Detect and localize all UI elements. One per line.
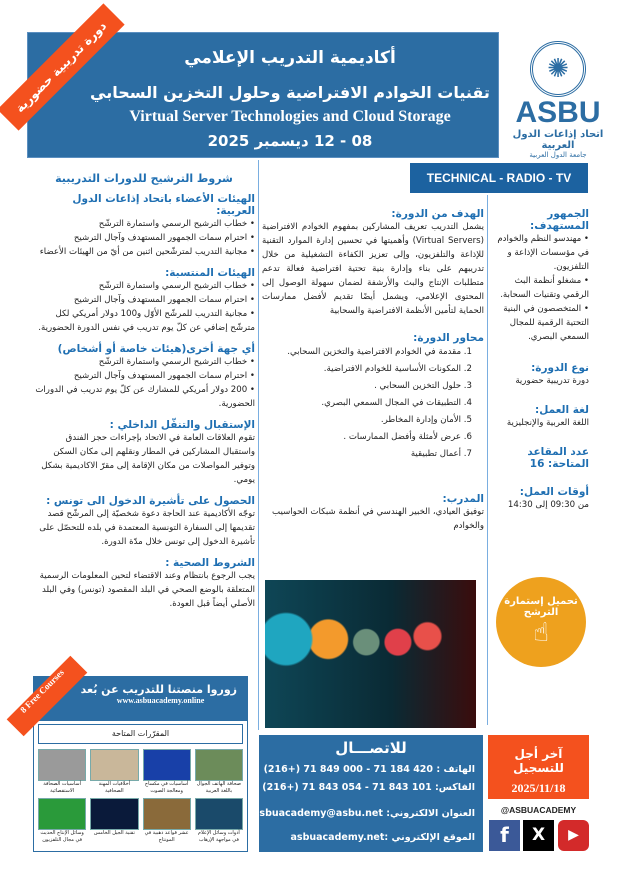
course-card[interactable]: [143, 749, 191, 795]
course-title-ar: تقنيات الخوادم الافتراضية وحلول التخزين السحابي: [90, 83, 490, 102]
affiliates-heading: الهيئات المنتسبة:: [165, 267, 255, 279]
course-card[interactable]: [143, 798, 191, 844]
language-heading: لغة العمل:: [535, 404, 589, 416]
list-item: • احترام سمات الجمهور المستهدف وآجال الترشيح: [33, 293, 255, 307]
course-thumbnail: [38, 798, 86, 830]
course-thumbnail: [90, 798, 138, 830]
health-heading: الشروط الصحية :: [165, 557, 255, 569]
hours-heading: أوقات العمل:: [519, 486, 589, 498]
course-card[interactable]: [195, 749, 243, 795]
list-item: • خطاب الترشيح الرسمي واستمارة الترشّح: [33, 217, 255, 231]
members-heading: الهيئات الأعضاء باتحاد إذاعات الدول العربية:: [72, 193, 255, 217]
conditions-title: شروط الترشيح للدورات التدريبية: [55, 172, 233, 185]
contact-title: للاتصـــال: [335, 739, 407, 757]
course-info-column: [492, 200, 589, 512]
audience-heading: الجمهور المستهدف:: [530, 208, 589, 232]
course-card[interactable]: [90, 798, 138, 844]
trainer-heading: المدرب:: [442, 493, 484, 505]
list-item: • خطاب الترشيح الرسمي واستمارة الترشّح: [33, 355, 255, 369]
download-form-button[interactable]: [496, 577, 586, 667]
list-item: 7. أعمال تطبيقية: [410, 449, 472, 459]
course-caption: عشر قواعد ذهبية في المونتاج: [144, 830, 189, 843]
axes-list: [262, 344, 484, 463]
fax: الفاكس: 101 843 71 - 054 843 71 (+216): [262, 782, 475, 793]
youtube-icon[interactable]: ▶: [558, 820, 589, 851]
x-icon[interactable]: X: [523, 820, 554, 851]
reception-text: تقوم العلاقات العامة في الاتحاد بإجراءات حجز الفندق واستقبال المشاركين في المطار ونقلهم إلى مكان السكن وتوفير المواصلات من مكان الإقامة إلى مقرّ الاكاديمية بشكل يومي.: [41, 433, 255, 485]
course-title-en: Virtual Server Technologies and Cloud Storage: [129, 108, 451, 125]
in-person-ribbon: دورة تدريبية حضورية: [0, 3, 125, 130]
download-form-label: تحميل إستمارة الترشح: [504, 596, 578, 618]
list-item: • مجانية التدريب لمترشّحين اثنين من أيّ من الهيئات الأعضاء: [33, 245, 255, 259]
list-item: 3. حلول التخزين السحابي .: [374, 381, 472, 391]
list-item: • احترام سمات الجمهور المستهدف وآجال الترشيح: [33, 369, 255, 383]
course-caption: أساسيات الصحافة الاستقصائية: [43, 781, 81, 794]
social-handle: @ASBUACADEMY: [500, 805, 577, 815]
platform-url[interactable]: www.asbuacademy.online: [116, 696, 205, 705]
members-list: [33, 217, 255, 259]
list-item: • المتخصصون في البنية التحتية الرقمية للمجال السمعي البصري.: [492, 302, 589, 344]
visa-text: توجّه الأكاديمية عند الحاجة دعوة شخصيّة إلى المرشّح قصد تقديمها إلى السفارة التونسية المعتمدة في بلده للتحصّل على تأشيرة الدخول إلى تونس خلال مدّة الدورة.: [39, 509, 255, 547]
course-caption: تقنية الجيل الخامس: [93, 830, 135, 836]
course-caption: أساسيات في مكساج ومعالجة الصوت: [144, 781, 189, 794]
contact-box: [253, 735, 483, 852]
academy-title: أكاديمية التدريب الإعلامي: [184, 48, 396, 68]
stage-lights-photo: [265, 580, 476, 728]
logo-subtitle-2: جامعة الدول العربية: [529, 151, 587, 159]
course-type: دورة تدريبية حضورية: [515, 376, 589, 386]
list-item: 6. عرض لأمثلة وأفضل الممارسات .: [343, 432, 472, 442]
list-item: • مهندسو النظم والخوادم في مؤسسات الإذاعة و التلفزيون.: [492, 232, 589, 274]
platform-title: زوروا منصتنا للتدريب عن بُعد: [80, 683, 237, 696]
logo-subtitle: اتحاد إذاعات الدول العربية: [512, 129, 604, 151]
course-thumbnail: [143, 798, 191, 830]
asbu-logo: [503, 35, 613, 160]
seats-count: عدد المقاعد المتاحة: 16: [527, 446, 589, 470]
axes-heading: محاور الدورة:: [413, 332, 484, 344]
free-courses-ribbon: 8 Free Courses: [7, 656, 88, 737]
list-item: • مشغلو أنظمة البث الرقمي وتقنيات السحابة.: [492, 274, 589, 302]
list-item: • احترام سمات الجمهور المستهدف وآجال الترشيح: [33, 231, 255, 245]
available-courses-label: المقرّرات المتاحة: [38, 724, 243, 744]
course-caption: صحافة الهاتف الجوال باللغة العربية: [196, 781, 242, 794]
course-thumbnail: [195, 798, 243, 830]
phone: الهاتف : 420 184 71 - 000 849 71 (+216): [263, 764, 475, 775]
hand-pointer-icon: ☝: [533, 618, 549, 648]
course-thumbnail: [38, 749, 86, 781]
goal-heading: الهدف من الدورة:: [391, 208, 484, 220]
visa-heading: الحصول على تأشيرة الدخول الى تونس :: [46, 495, 255, 507]
logo-name: ASBU: [515, 96, 601, 129]
website[interactable]: الموقع الإلكتروني :asbuacademy.net: [290, 832, 475, 843]
course-card[interactable]: [38, 749, 86, 795]
list-item: 4. التطبيقات في المجال السمعي البصري.: [321, 398, 472, 408]
list-item: • خطاب الترشيح الرسمي واستمارة الترشّح: [33, 279, 255, 293]
registration-deadline: [488, 735, 589, 799]
others-heading: أي جهة أخرى(هيئات خاصة أو أشخاص): [57, 343, 255, 355]
deadline-date: 2025/11/18: [511, 781, 566, 795]
course-card[interactable]: [38, 798, 86, 844]
course-dates: 08 - 12 ديسمبر 2025: [207, 132, 373, 150]
online-platform-box: [33, 676, 248, 852]
email[interactable]: العنوان الالكتروني: asbuacademy@asbu.net: [253, 808, 475, 819]
course-caption: أخلاقيات المهنة الصحافية: [98, 781, 131, 794]
emblem-icon: ✺: [530, 41, 586, 97]
list-item: • مجانية التدريب للمرشّح الأوّل و100 دولار أمريكي لكل مترشّح إضافي عن كلّ يوم تدريب في نفس الدورة الحضورية.: [33, 307, 255, 335]
category-bar: TECHNICAL - RADIO - TV: [410, 163, 588, 193]
goal-text: يشمل التدريب تعريف المشاركين بمفهوم الخوادم الافتراضية (Virtual Servers) وأهميتها في تحسين إدارة الموارد التقنية للإذاعة والتلفزيون، وإلى تعزيز الكفاءة التشغيلية من خلال تدريبهم على بناء وإدارة بنية تحتية افتراضية فعالة تدعم متطلبات الإنتاج والبث والأرشفة لضمان سهولة الوصول إلى المحتوى الإعلامي، ويشمل أيضًا تقديم لأفضل ممارسات الحماية لتأمين الأنظمة الافتراضية والسحابية: [262, 222, 484, 316]
audience-list: [492, 232, 589, 344]
conditions-column: [33, 172, 255, 611]
course-thumbnail: [143, 749, 191, 781]
list-item: • 200 دولار أمريكي للمشارك عن كلّ يوم تدريب في الدورات الحضورية.: [33, 383, 255, 411]
course-card[interactable]: [195, 798, 243, 844]
facebook-icon[interactable]: f: [489, 820, 520, 851]
course-thumbnail: [90, 749, 138, 781]
deadline-label: آخر أجل للتسجيل: [513, 747, 564, 775]
trainer-text: توفيق العيادي، الخبير الهندسي في أنظمة شبكات الحواسيب والخوادم: [272, 507, 484, 531]
divider: [258, 160, 259, 730]
course-details-column: [262, 200, 484, 533]
affiliates-list: [33, 279, 255, 335]
list-item: 1. مقدمة في الخوادم الافتراضية والتخزين السحابي.: [287, 347, 472, 357]
course-caption: وسائل الإنتاج الحديث في مجال التلفزيون: [40, 830, 84, 843]
course-card[interactable]: [90, 749, 138, 795]
others-list: [33, 355, 255, 411]
course-language: اللغة العربية والإنجليزية: [506, 418, 589, 428]
courses-grid: [34, 747, 247, 846]
course-caption: أدوات وسائل الإعلام في مواجهة الإرهاب: [197, 830, 240, 843]
course-thumbnail: [195, 749, 243, 781]
type-heading: نوع الدورة:: [531, 362, 589, 374]
course-hours: من 09:30 إلى 14:30: [507, 500, 589, 510]
divider: [487, 195, 488, 725]
reception-heading: الإستقبال والتنقّل الداخلي :: [109, 419, 255, 431]
list-item: 5. الأمان وإدارة المخاطر.: [380, 415, 472, 425]
health-text: يجب الرجوع بانتظام وعند الاقتضاء لتحين المعلومات الرسمية المتعلقة بالوضع الصحي في البلد المقصود (تونس) وفي البلد الأصلي أيضاً قبل العودة.: [39, 571, 255, 609]
list-item: 2. المكونات الأساسية للخوادم الافتراضية.: [323, 364, 472, 374]
